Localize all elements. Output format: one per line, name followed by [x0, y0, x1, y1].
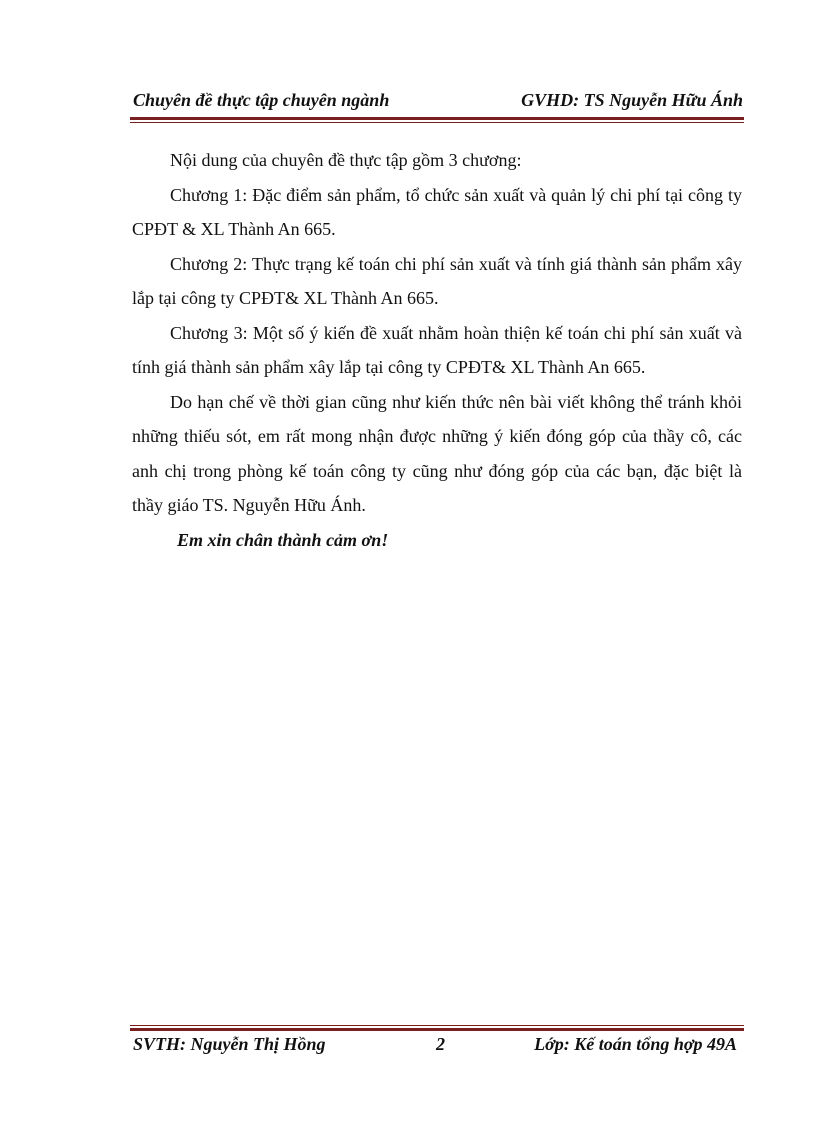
- body-text: [132, 143, 742, 557]
- paragraph-thanks: Em xin chân thành cảm ơn!: [177, 529, 389, 550]
- paragraph-acknowledgement: Do hạn chế về thời gian cũng như kiến thức nên bài viết không thể tránh khỏi những thiếu sót, em rất mong nhận được những ý kiến đóng góp của thầy cô, các anh chị trong phòng kế toán công ty cũng như đóng góp của các bạn, đặc biệt là thầy giáo TS. Nguyễn Hữu Ánh.: [132, 391, 742, 515]
- header-supervisor: GVHD: TS Nguyễn Hữu Ánh: [521, 90, 743, 110]
- page-number: 2: [436, 1034, 445, 1054]
- footer-rule-thick: [130, 1028, 744, 1031]
- footer-rule: [130, 1025, 744, 1031]
- header-rule: [130, 117, 744, 123]
- paragraph-chapter-2: Chương 2: Thực trạng kế toán chi phí sản xuất và tính giá thành sản phẩm xây lắp tại công ty CPĐT& XL Thành An 665.: [132, 253, 742, 308]
- page-header: [133, 90, 743, 118]
- paragraph-chapter-3: Chương 3: Một số ý kiến đề xuất nhằm hoàn thiện kế toán chi phí sản xuất và tính giá thành sản phẩm xây lắp tại công ty CPĐT& XL Thành An 665.: [132, 322, 742, 377]
- footer-student: SVTH: Nguyễn Thị Hồng: [133, 1034, 326, 1054]
- header-report-title: Chuyên đề thực tập chuyên ngành: [133, 90, 390, 110]
- header-rule-thick: [130, 117, 744, 120]
- header-rule-thin: [130, 122, 744, 123]
- paragraph-intro: Nội dung của chuyên đề thực tập gồm 3 chương:: [170, 150, 522, 170]
- footer-class: Lớp: Kế toán tổng hợp 49A: [534, 1034, 737, 1054]
- footer-rule-thin: [130, 1025, 744, 1026]
- paragraph-chapter-1: Chương 1: Đặc điểm sản phẩm, tổ chức sản xuất và quản lý chi phí tại công ty CPĐT & XL Thành An 665.: [132, 184, 742, 239]
- page-footer: [133, 1034, 743, 1062]
